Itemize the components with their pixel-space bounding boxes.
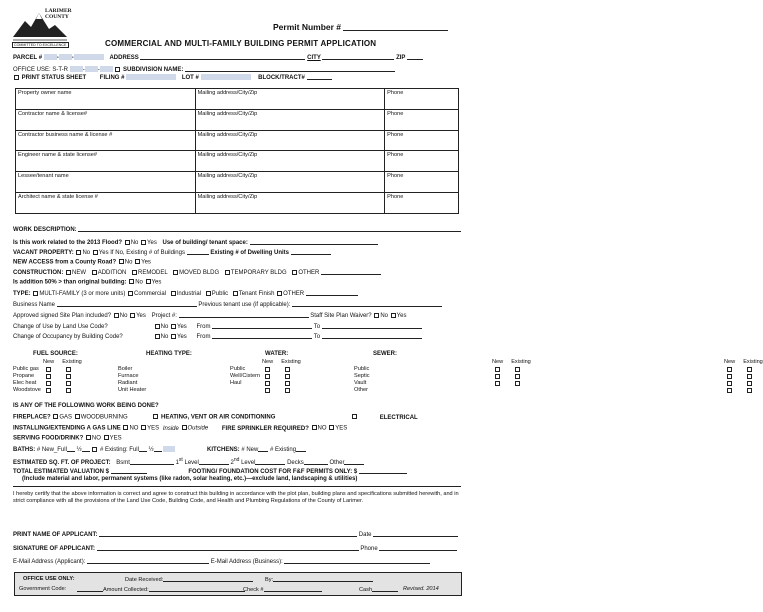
change-use-to-field[interactable] bbox=[322, 323, 422, 329]
contact-row bbox=[16, 172, 459, 193]
baths-row: BATHS: # New_Full ½ # Existing: Full ½ KITCHENS: # New # Existing bbox=[13, 446, 306, 454]
sewer-heading: SEWER: bbox=[373, 351, 397, 357]
fuel-existing-checkbox[interactable] bbox=[66, 374, 71, 379]
flood-row: Is this work related to the 2013 Flood? No Yes Use of building/ tenant space: bbox=[13, 239, 378, 247]
logo-tagline: COMMITTED TO EXCELLENCE bbox=[12, 42, 69, 48]
contact-phone-cell[interactable]: Phone bbox=[385, 109, 459, 130]
sewer-option bbox=[354, 373, 370, 380]
filing-field[interactable] bbox=[126, 74, 176, 80]
contact-name-cell[interactable]: Engineer name & state license# bbox=[16, 151, 196, 172]
contact-phone-cell[interactable]: Phone bbox=[385, 151, 459, 172]
contact-name-cell[interactable]: Property owner name bbox=[16, 89, 196, 110]
office-use-row: OFFICE USE: S-T-R - - SUBDIVISION NAME: bbox=[13, 66, 395, 74]
contact-mail-cell[interactable]: Mailing address/City/Zip bbox=[195, 151, 385, 172]
fuel-option bbox=[13, 387, 41, 394]
type-other-checkbox[interactable] bbox=[277, 291, 282, 296]
construction-remodel-checkbox[interactable] bbox=[132, 270, 137, 275]
lot-field[interactable] bbox=[201, 74, 251, 80]
check-label: Check # bbox=[243, 586, 322, 593]
heat-option bbox=[118, 373, 139, 380]
sewer-column-header: New Existing bbox=[724, 359, 763, 365]
type-row: TYPE: MULTI-FAMILY (3 or more units) Commercial Industrial Public Tenant Finish OTHER bbox=[13, 290, 358, 298]
addition-no-checkbox[interactable] bbox=[129, 279, 134, 284]
heat-new-checkbox[interactable] bbox=[265, 381, 270, 386]
construction-addition-checkbox[interactable] bbox=[92, 270, 97, 275]
heat-new-checkbox[interactable] bbox=[265, 367, 270, 372]
water-option bbox=[230, 366, 245, 373]
fireplace-row: FIREPLACE? GAS WOODBURNING HEATING, VENT OR AIR CONDITIONING ELECTRICAL bbox=[13, 414, 418, 421]
gov-code-label: Government Code: bbox=[19, 586, 67, 592]
construction-other-field[interactable] bbox=[321, 269, 381, 275]
level2-field[interactable] bbox=[255, 459, 285, 465]
heat-option-label: Unit Heater bbox=[118, 387, 147, 393]
subdivision-checkbox[interactable] bbox=[115, 67, 120, 72]
sewer-new-checkbox[interactable] bbox=[727, 381, 732, 386]
following-heading: IS ANY OF THE FOLLOWING WORK BEING DONE? bbox=[13, 403, 159, 409]
vacant-yes-checkbox[interactable] bbox=[93, 250, 98, 255]
fireplace-gas-checkbox[interactable] bbox=[53, 414, 58, 419]
flood-no-checkbox[interactable] bbox=[125, 240, 130, 245]
cash-label: Cash bbox=[359, 586, 398, 593]
fuel-existing-checkbox[interactable] bbox=[66, 381, 71, 386]
baths-shaded-field[interactable] bbox=[163, 446, 175, 452]
change-occ-yes-checkbox[interactable] bbox=[171, 334, 176, 339]
address-field[interactable] bbox=[140, 54, 305, 60]
change-occ-from-field[interactable] bbox=[212, 333, 312, 339]
existing-buildings-field[interactable] bbox=[187, 249, 209, 255]
email-row: E-Mail Address (Applicant): E-Mail Address (Business): bbox=[13, 558, 430, 566]
contact-row bbox=[16, 151, 459, 172]
logo-line1: LARIMER bbox=[45, 8, 72, 14]
fuel-new-checkbox[interactable] bbox=[46, 367, 51, 372]
email-applicant-field[interactable] bbox=[87, 558, 209, 564]
by-label: By: bbox=[265, 576, 373, 583]
fuel-new-checkbox[interactable] bbox=[46, 388, 51, 393]
construction-temp-checkbox[interactable] bbox=[225, 270, 230, 275]
fuel-source-heading: FUEL SOURCE: bbox=[33, 351, 78, 357]
change-use-from-field[interactable] bbox=[212, 323, 312, 329]
fuel-option-label: Elec heat bbox=[13, 380, 37, 386]
divider-1 bbox=[13, 486, 461, 487]
heat-option-label: Furnace bbox=[118, 373, 139, 379]
page-title: COMMERCIAL AND MULTI-FAMILY BUILDING PERMIT APPLICATION bbox=[105, 39, 377, 48]
construction-new-checkbox[interactable] bbox=[66, 270, 71, 275]
construction-other-checkbox[interactable] bbox=[292, 270, 297, 275]
gasline-row: INSTALLING/EXTENDING A GAS LINE NO YES Inside Outside FIRE SPRINKLER REQUIRED? NO YES bbox=[13, 425, 348, 432]
amount-label: Amount Collected: bbox=[77, 586, 245, 593]
str-field-2[interactable] bbox=[85, 66, 98, 72]
gasline-no-checkbox[interactable] bbox=[123, 425, 128, 430]
office-use-label: OFFICE USE ONLY: bbox=[23, 576, 75, 582]
contacts-table bbox=[15, 88, 459, 214]
water-option-label: Public bbox=[230, 366, 246, 372]
water-option-label: Haul bbox=[230, 380, 242, 386]
office-use-box bbox=[14, 572, 462, 596]
parcel-field-1[interactable] bbox=[44, 54, 57, 60]
type-tenant-checkbox[interactable] bbox=[233, 291, 238, 296]
fuel-new-checkbox[interactable] bbox=[46, 374, 51, 379]
contact-name-cell[interactable]: Architect name & state license # bbox=[16, 192, 196, 213]
heat-option-label: Radiant bbox=[118, 380, 138, 386]
electrical-checkbox[interactable] bbox=[352, 414, 357, 419]
contact-row bbox=[16, 89, 459, 110]
valuation-field[interactable] bbox=[111, 468, 147, 474]
signature-field[interactable] bbox=[97, 545, 359, 551]
serving-no-checkbox[interactable] bbox=[86, 435, 91, 440]
contact-name-cell[interactable]: Contractor name & license# bbox=[16, 109, 196, 130]
sewer-option-label: Public bbox=[354, 366, 370, 372]
work-description-row: WORK DESCRIPTION: bbox=[13, 226, 461, 234]
contact-row bbox=[16, 192, 459, 213]
print-name-field[interactable] bbox=[99, 531, 357, 537]
revised-label: Revised. 2014 bbox=[403, 586, 439, 592]
contact-mail-cell[interactable]: Mailing address/City/Zip bbox=[195, 89, 385, 110]
water-existing-checkbox[interactable] bbox=[515, 381, 520, 386]
contact-phone-cell[interactable]: Phone bbox=[385, 192, 459, 213]
valuation-row: TOTAL ESTIMATED VALUATION $ FOOTING/ FOUNDATION COST FOR F&F PERMITS ONLY: $ bbox=[13, 468, 407, 476]
sewer-existing-checkbox[interactable] bbox=[747, 388, 752, 393]
water-new-checkbox[interactable] bbox=[495, 374, 500, 379]
dwelling-units-field[interactable] bbox=[291, 249, 331, 255]
flood-yes-checkbox[interactable] bbox=[141, 240, 146, 245]
sewer-existing-checkbox[interactable] bbox=[747, 374, 752, 379]
work-description-field[interactable] bbox=[78, 226, 461, 232]
bsmt-field[interactable] bbox=[130, 459, 174, 465]
waiver-no-checkbox[interactable] bbox=[374, 313, 379, 318]
change-occ-to-field[interactable] bbox=[322, 333, 422, 339]
water-option bbox=[230, 380, 242, 387]
fuel-option-label: Propane bbox=[13, 373, 35, 379]
parcel-field-2[interactable] bbox=[59, 54, 72, 60]
water-existing-checkbox[interactable] bbox=[515, 367, 520, 372]
water-column-header: New Existing bbox=[492, 359, 531, 365]
water-new-checkbox[interactable] bbox=[495, 381, 500, 386]
heating-type-heading: HEATING TYPE: bbox=[146, 351, 192, 357]
sewer-existing-checkbox[interactable] bbox=[747, 367, 752, 372]
addition-yes-checkbox[interactable] bbox=[146, 279, 151, 284]
heat-option bbox=[118, 387, 146, 394]
sewer-option bbox=[354, 387, 368, 394]
change-use-no-checkbox[interactable] bbox=[155, 324, 160, 329]
contact-name-cell[interactable]: Contractor business name & license # bbox=[16, 130, 196, 151]
change-use-yes-checkbox[interactable] bbox=[171, 324, 176, 329]
site-plan-row: Approved signed Site Plan included? No Yes Project #: Staff Site Plan Waiver? No Yes bbox=[13, 313, 407, 319]
heat-column-header: New Existing bbox=[262, 359, 301, 365]
subdivision-field[interactable] bbox=[185, 66, 395, 72]
city-field[interactable] bbox=[322, 54, 394, 60]
fuel-existing-checkbox[interactable] bbox=[66, 367, 71, 372]
water-new-checkbox[interactable] bbox=[495, 367, 500, 372]
heat-existing-checkbox[interactable] bbox=[285, 381, 290, 386]
type-commercial-checkbox[interactable] bbox=[128, 291, 133, 296]
sewer-new-checkbox[interactable] bbox=[727, 388, 732, 393]
water-option-label: Well/Cistern bbox=[230, 373, 261, 379]
sewer-option-label: Vault bbox=[354, 380, 367, 386]
heat-option bbox=[118, 366, 132, 373]
serving-row: SERVING FOOD/DRINK? NO YES bbox=[13, 435, 122, 442]
contact-row bbox=[16, 109, 459, 130]
change-use-row: Change of Use by Land Use Code? No Yes From To bbox=[13, 323, 422, 331]
print-status-checkbox[interactable] bbox=[14, 75, 19, 80]
heat-option bbox=[118, 380, 137, 387]
phone-field[interactable] bbox=[379, 545, 457, 551]
construction-moved-checkbox[interactable] bbox=[173, 270, 178, 275]
fuel-existing-checkbox[interactable] bbox=[66, 388, 71, 393]
baths-existing-checkbox[interactable] bbox=[92, 447, 97, 452]
sewer-option bbox=[354, 380, 366, 387]
permit-number-label: Permit Number # bbox=[273, 22, 448, 32]
footing-field[interactable] bbox=[359, 468, 407, 474]
fuel-option bbox=[13, 366, 39, 373]
contact-name-cell[interactable]: Lessee/tenant name bbox=[16, 172, 196, 193]
sewer-existing-checkbox[interactable] bbox=[747, 381, 752, 386]
contact-mail-cell[interactable]: Mailing address/City/Zip bbox=[195, 130, 385, 151]
permit-number-field[interactable] bbox=[343, 25, 448, 31]
change-occupancy-row: Change of Occupancy by Building Code? No Yes From To bbox=[13, 333, 422, 341]
gasline-yes-checkbox[interactable] bbox=[141, 425, 146, 430]
addition-row: Is addition 50% > than original building: No Yes bbox=[13, 279, 162, 286]
type-multi-checkbox[interactable] bbox=[33, 291, 38, 296]
type-industrial-checkbox[interactable] bbox=[171, 291, 176, 296]
sprinkler-yes-checkbox[interactable] bbox=[329, 425, 334, 430]
print-status-row: PRINT STATUS SHEET FILING # LOT # BLOCK/TRACT# bbox=[13, 74, 332, 82]
heat-existing-checkbox[interactable] bbox=[285, 388, 290, 393]
contact-phone-cell[interactable]: Phone bbox=[385, 89, 459, 110]
sewer-option-label: Septic bbox=[354, 373, 370, 379]
heat-existing-checkbox[interactable] bbox=[285, 367, 290, 372]
heat-existing-checkbox[interactable] bbox=[285, 374, 290, 379]
contact-mail-cell[interactable]: Mailing address/City/Zip bbox=[195, 172, 385, 193]
heat-new-checkbox[interactable] bbox=[265, 388, 270, 393]
fuel-option bbox=[13, 373, 34, 380]
hvac-checkbox[interactable] bbox=[153, 414, 158, 419]
sewer-option-label: Other bbox=[354, 387, 368, 393]
contact-mail-cell[interactable]: Mailing address/City/Zip bbox=[195, 192, 385, 213]
gasline-outside-checkbox[interactable] bbox=[182, 425, 187, 430]
prev-tenant-field[interactable] bbox=[292, 301, 442, 307]
construction-row: CONSTRUCTION: NEW ADDITION REMODEL MOVED BLDG TEMPORARY BLDG OTHER bbox=[13, 269, 381, 277]
serving-yes-checkbox[interactable] bbox=[104, 435, 109, 440]
type-other-field[interactable] bbox=[306, 290, 358, 296]
type-public-checkbox[interactable] bbox=[206, 291, 211, 296]
contact-phone-cell[interactable]: Phone bbox=[385, 172, 459, 193]
decks-field[interactable] bbox=[304, 459, 328, 465]
site-plan-no-checkbox[interactable] bbox=[114, 313, 119, 318]
logo-line2: COUNTY bbox=[45, 14, 69, 20]
certification-text: I hereby certify that the above information is correct and agree to construct this building in accordance with the plot plan, building plans and specifications submitted herewith, and in strict compliance with all the provisions of the Land Use Code, Building Code, and Health and Plumbing Regulations of the County of Larimer. bbox=[13, 491, 459, 505]
contact-row bbox=[16, 130, 459, 151]
level1-field[interactable] bbox=[199, 459, 229, 465]
vacant-no-checkbox[interactable] bbox=[76, 250, 81, 255]
water-heading: WATER: bbox=[265, 351, 289, 357]
access-no-checkbox[interactable] bbox=[119, 259, 124, 264]
sewer-new-checkbox[interactable] bbox=[727, 367, 732, 372]
date-received-label: Date Received: bbox=[125, 576, 253, 583]
print-name-row: PRINT NAME OF APPLICANT: Date bbox=[13, 531, 458, 539]
fuel-option-label: Public gas bbox=[13, 366, 39, 372]
zip-field[interactable] bbox=[407, 54, 423, 60]
water-existing-checkbox[interactable] bbox=[515, 374, 520, 379]
water-option bbox=[230, 373, 260, 380]
heat-new-checkbox[interactable] bbox=[265, 374, 270, 379]
sewer-new-checkbox[interactable] bbox=[727, 374, 732, 379]
site-plan-yes-checkbox[interactable] bbox=[130, 313, 135, 318]
sqft-row: ESTIMATED SQ. FT. OF PROJECT: Bsmt 1st Level 2nd Level Decks Other bbox=[13, 457, 364, 467]
access-yes-checkbox[interactable] bbox=[135, 259, 140, 264]
business-name-field[interactable] bbox=[57, 301, 197, 307]
use-of-building-field[interactable] bbox=[250, 239, 378, 245]
sewer-option bbox=[354, 366, 369, 373]
sprinkler-no-checkbox[interactable] bbox=[312, 425, 317, 430]
fireplace-wood-checkbox[interactable] bbox=[75, 414, 80, 419]
other-sqft-field[interactable] bbox=[344, 459, 364, 465]
include-note: (Include material and labor, permanent systems (like radon, solar heating, etc.)—exclude land, landscaping & utilities) bbox=[22, 476, 358, 482]
parcel-row: PARCEL # - - ADDRESS CITY ZIP bbox=[13, 54, 423, 62]
new-access-row: NEW ACCESS from a County Road? No Yes bbox=[13, 259, 151, 266]
parcel-field-3[interactable] bbox=[74, 54, 104, 60]
date-field[interactable] bbox=[373, 531, 458, 537]
waiver-yes-checkbox[interactable] bbox=[391, 313, 396, 318]
email-business-field[interactable] bbox=[284, 558, 430, 564]
contact-phone-cell[interactable]: Phone bbox=[385, 130, 459, 151]
fuel-new-checkbox[interactable] bbox=[46, 381, 51, 386]
contact-mail-cell[interactable]: Mailing address/City/Zip bbox=[195, 109, 385, 130]
str-field-3[interactable] bbox=[100, 66, 113, 72]
heat-option-label: Boiler bbox=[118, 366, 133, 372]
change-occ-no-checkbox[interactable] bbox=[155, 334, 160, 339]
block-tract-field[interactable] bbox=[307, 74, 332, 80]
business-name-row: Business Name Previous tenant use (if applicable): bbox=[13, 301, 442, 309]
vacant-row: VACANT PROPERTY: No Yes If No, Existing # of Buildings Existing # of Dwelling Units bbox=[13, 249, 331, 257]
signature-row: SIGNATURE OF APPLICANT: Phone bbox=[13, 545, 457, 553]
project-number-field[interactable] bbox=[179, 312, 309, 318]
fuel-option-label: Woodstove bbox=[13, 387, 41, 393]
fuel-column-header: New Existing bbox=[43, 359, 82, 365]
fuel-option bbox=[13, 380, 36, 387]
str-field-1[interactable] bbox=[70, 66, 83, 72]
